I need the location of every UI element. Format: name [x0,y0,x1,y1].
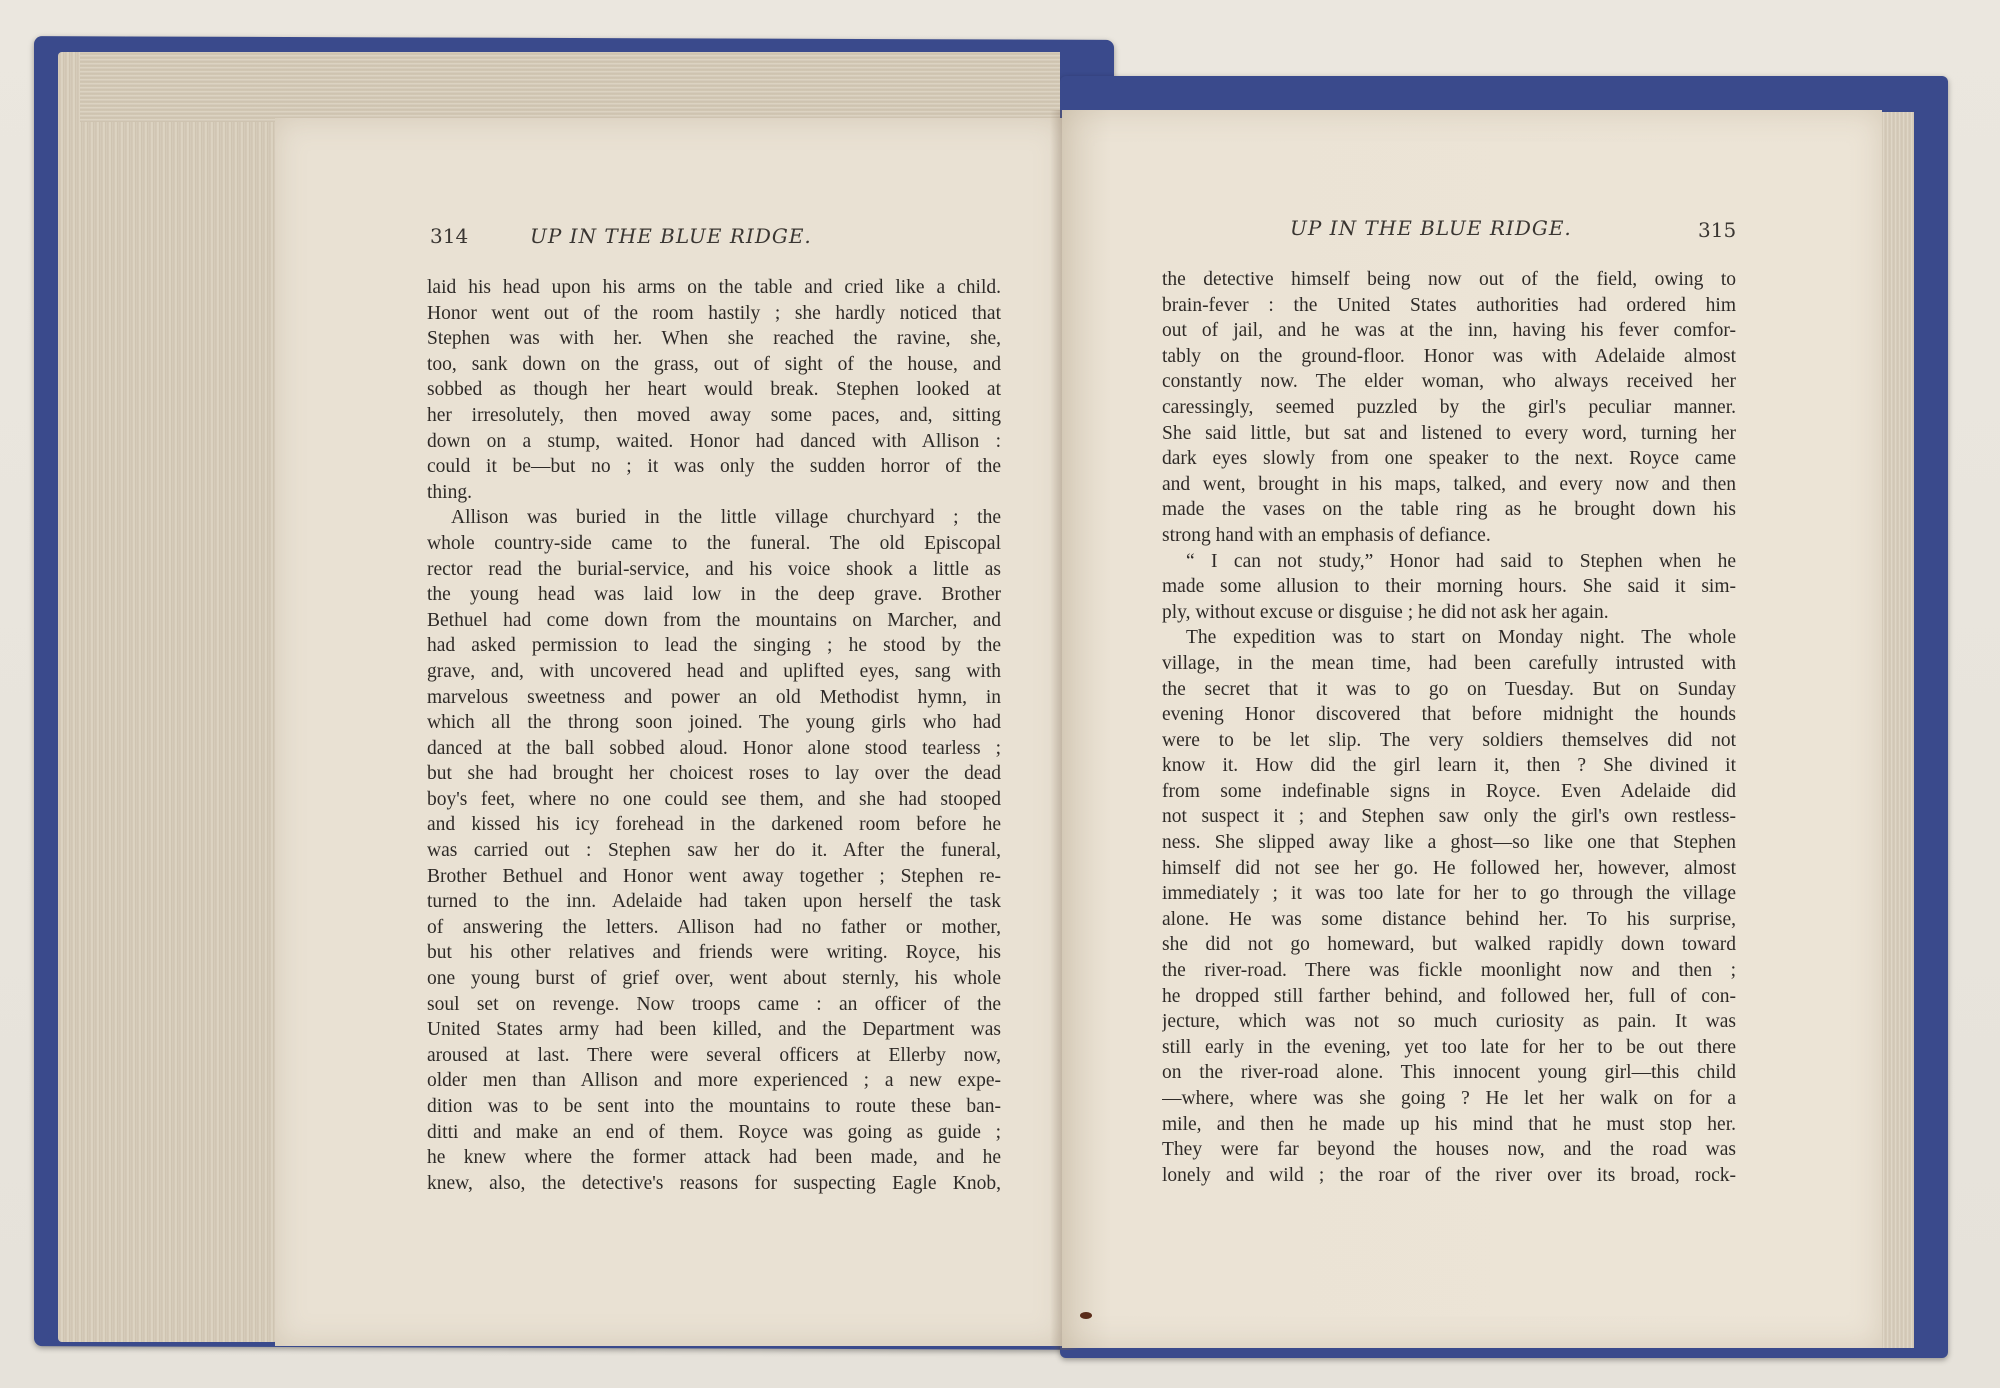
text-line: village, in the mean time, had been carefully intrusted with [1162,652,1736,674]
text-line: “ I can not study,” Honor had said to Stephen when he [1186,550,1736,572]
paper-stain [1080,1312,1092,1319]
left-running-head [430,224,890,254]
text-line: knew, also, the detective's reasons for suspecting Eagle Knob, [427,1172,1001,1194]
text-line: which all the throng soon joined. The young girls who had [427,712,1001,734]
text-line: Brother Bethuel and Honor went away together ; Stephen re- [427,865,1001,887]
text-line: —where, where was she going ? He let her walk on for a [1162,1088,1736,1109]
page-edges-right [1880,112,1914,1348]
right-page-text [1162,267,1736,1188]
text-line: She said little, but sat and listened to every word, turning her [1162,422,1736,444]
text-line: he knew where the former attack had been made, and he [427,1147,1001,1169]
text-line: had asked permission to lead the singing ; he stood by the [427,635,1001,657]
text-line: brain-fever : the United States authorities had ordered him [1162,294,1736,316]
text-line: older men than Allison and more experienced ; a new expe- [427,1070,1001,1092]
text-line: jecture, which was not so much curiosity as pain. It was [1162,1011,1736,1033]
right-page [1062,110,1882,1348]
text-line: grave, and, with uncovered head and uplifted eyes, sang with [427,660,1001,682]
text-line: down on a stump, waited. Honor had danced with Allison : [427,430,1001,452]
text-line: himself did not see her go. He followed her, however, almost [1162,857,1736,879]
text-line: laid his head upon his arms on the table and cried like a child. [427,277,1001,298]
text-line: The expedition was to start on Monday night. The whole [1186,627,1736,649]
text-line: turned to the inn. Adelaide had taken upon herself the task [427,891,1001,913]
text-line: and went, brought in his maps, talked, and every now and then [1162,473,1736,495]
text-line: her irresolutely, then moved away some paces, and, sitting [427,404,1001,426]
text-line: still early in the evening, yet too late for her to be out there [1162,1036,1736,1058]
text-line: the secret that it was to go on Tuesday. But on Sunday [1162,678,1736,700]
text-line: made the vases on the table ring as he brought down his [1162,499,1736,521]
text-line: she did not go homeward, but walked rapidly down toward [1162,934,1736,956]
text-line: were to be let slip. The very soldiers themselves did not [1162,729,1736,751]
text-line: rector read the burial-service, and his voice shook a little as [427,558,1001,580]
text-line: danced at the ball sobbed aloud. Honor alone stood tearless ; [427,737,1001,759]
text-line: mile, and then he made up his mind that he must stop her. [1162,1113,1736,1135]
text-line: was carried out : Stephen saw her do it. After the funeral, [427,840,1001,862]
text-line: sobbed as though her heart would break. Stephen looked at [427,379,1001,401]
text-line: immediately ; it was too late for her to go through the village [1162,883,1736,905]
page-edges-top [80,52,1060,122]
text-line: Stephen was with her. When she reached the ravine, she, [427,328,1001,350]
text-line: ness. She slipped away like a ghost—so like one that Stephen [1162,832,1736,854]
text-line: lonely and wild ; the roar of the river over its broad, rock- [1162,1164,1736,1186]
text-line: but she had brought her choicest roses to lay over the dead [427,763,1001,785]
right-running-head [1290,216,1790,246]
text-line: from some indefinable signs in Royce. Even Adelaide did [1162,780,1736,802]
text-line: ply, without excuse or disguise ; he did not ask her again. [1162,601,1609,623]
text-line: could it be—but no ; it was only the sudden horror of the [427,456,1001,478]
text-line: he dropped still farther behind, and followed her, full of con- [1162,985,1736,1007]
text-line: caressingly, seemed puzzled by the girl's peculiar manner. [1162,396,1736,418]
text-line: constantly now. The elder woman, who always received her [1162,371,1736,393]
text-line: whole country-side came to the funeral. The old Episcopal [427,532,1001,554]
text-line: out of jail, and he was at the inn, having his fever comfor- [1162,320,1736,342]
text-line: the detective himself being now out of the field, owing to [1162,269,1736,290]
running-head-title: UP IN THE BLUE RIDGE. [1290,216,1572,240]
text-line: on the river-road alone. This innocent young girl—this child [1162,1062,1736,1084]
page-number: 314 [430,224,469,248]
text-line: of answering the letters. Allison had no father or mother, [427,916,1001,938]
text-line: not suspect it ; and Stephen saw only the girl's own restless- [1162,806,1736,828]
text-line: the young head was laid low in the deep grave. Brother [427,584,1001,606]
text-line: but his other relatives and friends were writing. Royce, his [427,942,1001,964]
text-line: Bethuel had come down from the mountains on Marcher, and [427,609,1001,631]
page-number: 315 [1698,218,1737,242]
text-line: alone. He was some distance behind her. To his surprise, [1162,908,1736,930]
text-line: the river-road. There was fickle moonlight now and then ; [1162,960,1736,982]
text-line: aroused at last. There were several officers at Ellerby now, [427,1044,1001,1066]
text-line: thing. [427,481,472,503]
text-line: and kissed his icy forehead in the darkened room before he [427,814,1001,836]
text-line: Allison was buried in the little village churchyard ; the [451,507,1001,529]
text-line: dark eyes slowly from one speaker to the next. Royce came [1162,448,1736,470]
text-line: strong hand with an emphasis of defiance. [1162,524,1491,546]
text-line: dition was to be sent into the mountains to route these ban- [427,1096,1001,1117]
text-line: ditti and make an end of them. Royce was going as guide ; [427,1121,1001,1143]
text-line: boy's feet, where no one could see them, and she had stooped [427,788,1001,810]
running-head-title: UP IN THE BLUE RIDGE. [530,224,812,248]
left-page-text [427,275,1001,1196]
page-edges-left [58,52,278,1342]
left-page [275,118,1065,1346]
text-line: United States army had been killed, and the Department was [427,1019,1001,1041]
text-line: Honor went out of the room hastily ; she hardly noticed that [427,302,1001,324]
text-line: made some allusion to their morning hours. She said it sim- [1162,576,1736,598]
text-line: marvelous sweetness and power an old Methodist hymn, in [427,686,1001,708]
text-line: They were far beyond the houses now, and the road was [1162,1139,1736,1161]
text-line: tably on the ground-floor. Honor was with Adelaide almost [1162,345,1736,367]
text-line: know it. How did the girl learn it, then ? She divined it [1162,755,1736,777]
text-line: too, sank down on the grass, out of sight of the house, and [427,353,1001,375]
text-line: soul set on revenge. Now troops came : an officer of the [427,993,1001,1015]
text-line: evening Honor discovered that before midnight the hounds [1162,704,1736,726]
text-line: one young burst of grief over, went about sternly, his whole [427,968,1001,990]
